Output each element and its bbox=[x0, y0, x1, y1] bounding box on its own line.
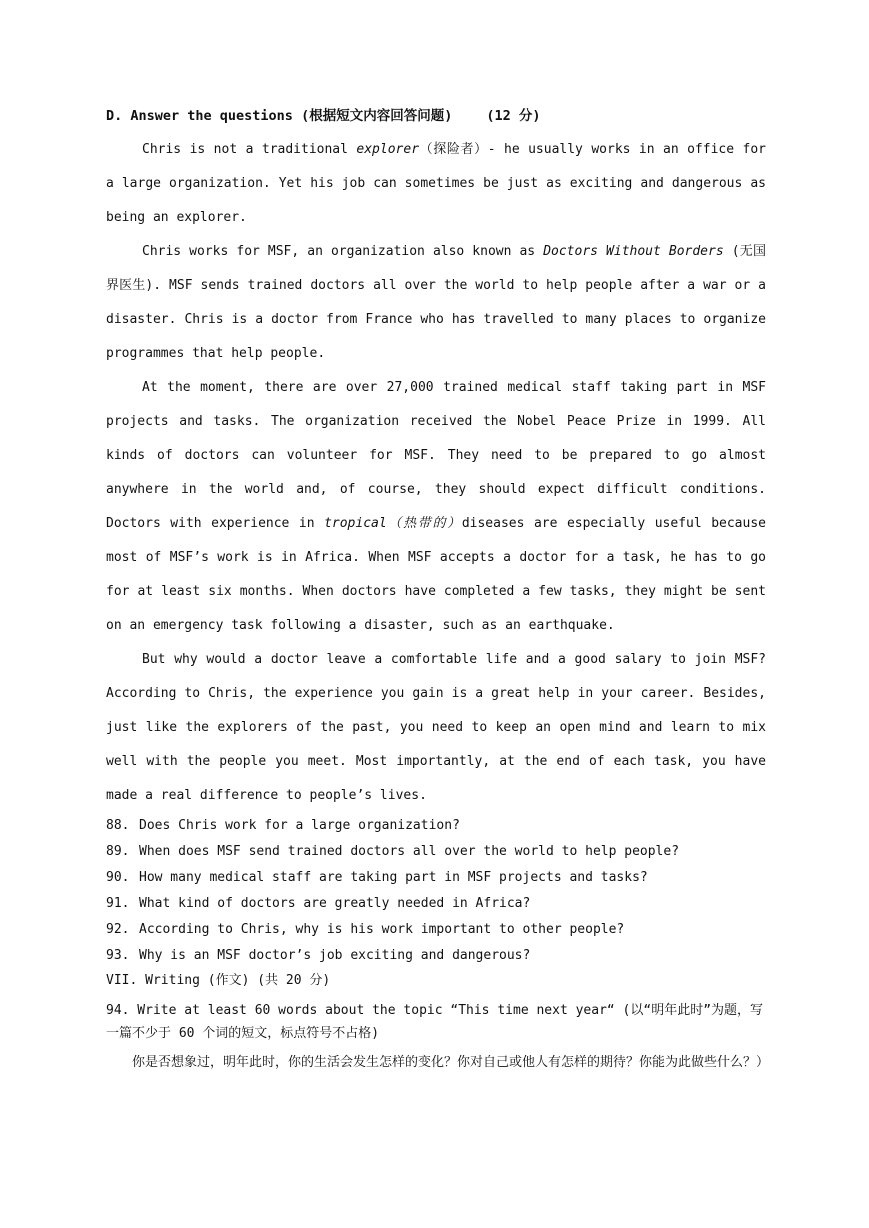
question-text: Does Chris work for a large organization? bbox=[139, 818, 460, 833]
section-d-points: (12 分) bbox=[486, 108, 541, 124]
question-item bbox=[106, 943, 766, 969]
term-explorer: explorer bbox=[356, 142, 420, 157]
paragraph-1-text-a: Chris is not a traditional bbox=[142, 142, 357, 157]
paragraph-3-text-a: At the moment, there are over 27,000 trained medical staff taking part in MSF projects and tasks. The organization received the Nobel Peace Prize in 1999. All kinds of doctors can volunteer for MSF. They need to be prepared to go almost anywhere in the world and, of course, they should expect difficult conditions. Doctors with experience in bbox=[106, 380, 766, 531]
writing-hint: 你是否想象过，明年此时，你的生活会发生怎样的变化？你对自己或他人有怎样的期待？你能为此做些什么？） bbox=[132, 1055, 770, 1070]
paragraph-1-text-b: （探险者）- he usually works in an office for a large organization. Yet his job can sometimes be just as exciting and dangerous as being an explorer. bbox=[106, 142, 766, 225]
question-item bbox=[106, 917, 766, 943]
question-text: What kind of doctors are greatly needed in Africa? bbox=[139, 896, 531, 911]
term-doctors-without-borders: Doctors Without Borders bbox=[543, 244, 724, 259]
question-number: 90. bbox=[106, 870, 130, 885]
question-text: According to Chris, why is his work important to other people? bbox=[139, 922, 625, 937]
question-number: 92. bbox=[106, 922, 130, 937]
question-text: How many medical staff are taking part in MSF projects and tasks? bbox=[139, 870, 648, 885]
passage-paragraph-2 bbox=[106, 235, 766, 371]
question-number: 93. bbox=[106, 948, 130, 963]
question-number: 88. bbox=[106, 818, 130, 833]
question-number: 89. bbox=[106, 844, 130, 859]
question-number: 91. bbox=[106, 896, 130, 911]
term-tropical: tropical（热带的） bbox=[324, 516, 462, 531]
question-item bbox=[106, 891, 766, 917]
section-d-heading bbox=[106, 106, 766, 126]
worksheet-page bbox=[106, 106, 770, 1074]
question-text: When does MSF send trained doctors all over the world to help people? bbox=[139, 844, 680, 859]
question-text: Why is an MSF doctor’s job exciting and dangerous? bbox=[139, 948, 531, 963]
passage-paragraph-4: But why would a doctor leave a comfortable life and a good salary to join MSF? According to Chris, the experience you gain is a great help in your career. Besides, just like the explorers of the past, you need to keep an open mind and learn to mix well with the people you meet. Most importantly, at the end of each task, you have made a real difference to people’s lives. bbox=[106, 652, 766, 803]
writing-section-heading: VII. Writing (作文) (共 20 分) bbox=[106, 973, 331, 988]
paragraph-2-text-b: (无国界医生). MSF sends trained doctors all over the world to help people after a war or a disaster. Chris is a doctor from France who has travelled to many places to organize programmes that help people. bbox=[106, 244, 767, 361]
writing-task: 94. Write at least 60 words about the topic “This time next year“ (以“明年此时”为题，写一篇不少于 60 个词的短文，标点符号不占格) bbox=[106, 1003, 764, 1041]
question-item bbox=[106, 839, 766, 865]
passage-paragraph-3 bbox=[106, 371, 766, 643]
question-list bbox=[106, 813, 766, 969]
question-item bbox=[106, 813, 766, 839]
paragraph-3-text-b: diseases are especially useful because most of MSF’s work is in Africa. When MSF accepts a doctor for a task, he has to go for at least six months. When doctors have completed a few tasks, they might be sent on an emergency task following a disaster, such as an earthquake. bbox=[106, 516, 766, 633]
passage-paragraph-1 bbox=[106, 133, 766, 235]
section-d-label: D. Answer the questions (根据短文内容回答问题) bbox=[106, 108, 453, 124]
paragraph-2-text-a: Chris works for MSF, an organization also known as bbox=[142, 244, 544, 259]
question-item bbox=[106, 865, 766, 891]
